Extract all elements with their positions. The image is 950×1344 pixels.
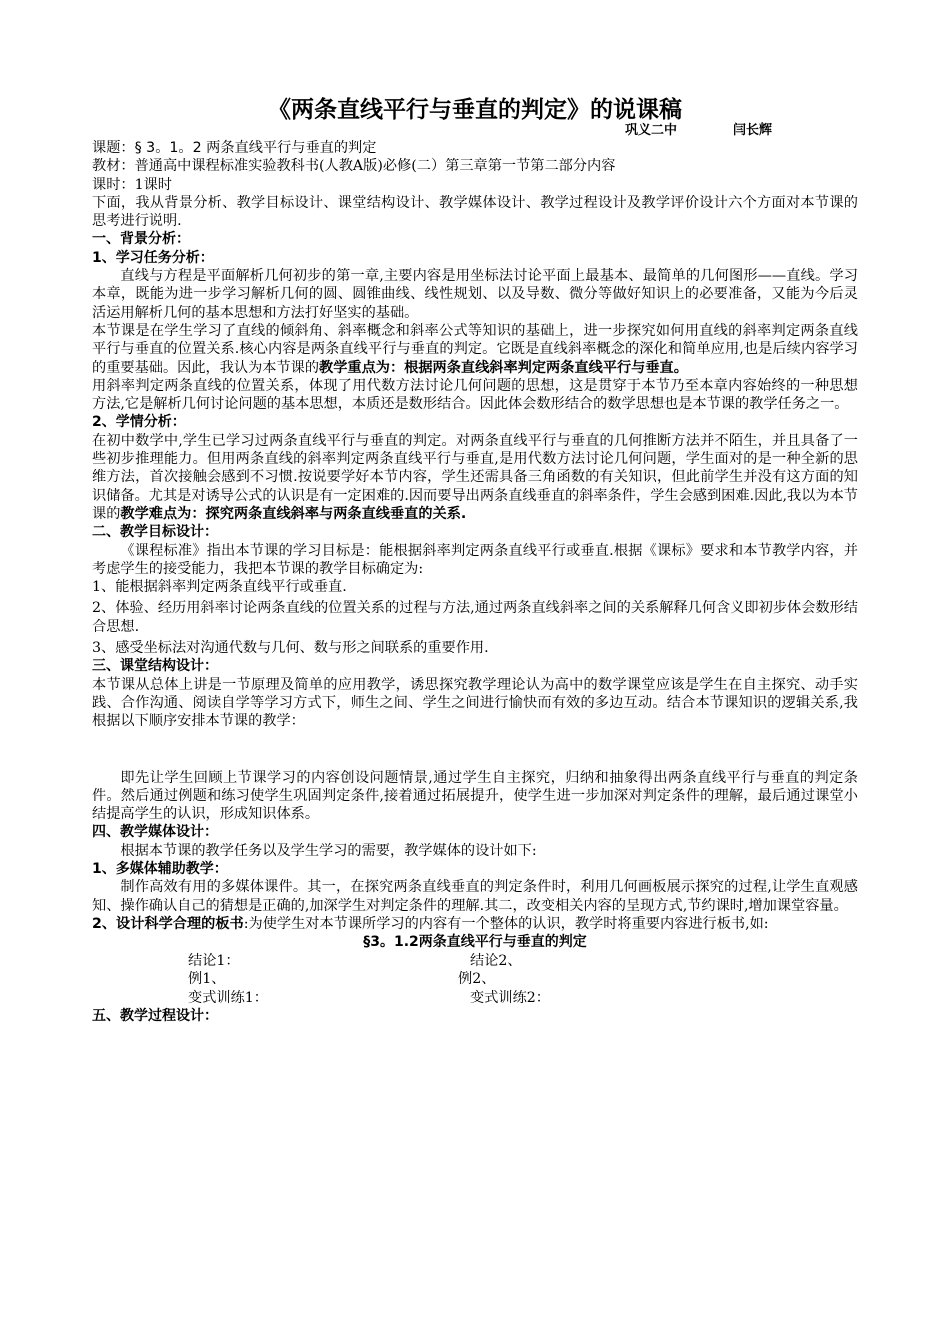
section-4-paragraph-1: 根据本节课的教学任务以及学生学习的需要，教学媒体的设计如下: [120,842,537,859]
section-4-1-heading: 1、多媒体辅助教学： [92,860,228,877]
board-conclusion-2: 结论2、 [470,953,522,970]
section-1-paragraph-2 [92,322,858,377]
section-4-2-heading: 2、设计科学合理的板书 [92,915,244,932]
section-5-heading: 五、教学过程设计： [92,1008,218,1025]
goal-1: 1、能根据斜率判定两条直线平行或垂直. [92,579,347,596]
section-3-paragraph-2: 即先让学生回顾上节课学习的内容创设问题情景,通过学生自主探究，归纳和抽象得出两条直线平行与垂直的判定条件。然后通过例题和练习使学生巩固判定条件,接着通过拓展提升，使学生进一步加深对判定条件的理解，最后通过课堂小结提高学生的认识，形成知识体系。 [92,769,858,823]
section-2-heading: 二、教学目标设计： [92,524,218,541]
board-example-2: 例2、 [458,971,496,988]
section-1-heading: 一、背景分析： [92,231,190,248]
textbook-line: 教材：普通高中课程标准实验教科书(人教A版)必修(二）第三章第一节第二部分内容 [92,158,616,175]
section-2-paragraph-1: 《课程标准》指出本节课的学习目标是：能根据斜率判定两条直线平行或垂直.根据《课标》要求和本节教学内容，并考虑学生的接受能力，我把本节课的教学目标确定为: [92,542,858,577]
section-3-heading: 三、课堂结构设计： [92,658,218,675]
board-title: §3。1.2两条直线平行与垂直的判定 [363,934,587,951]
author-line [92,122,858,139]
board-row-2 [92,970,858,988]
section-1-paragraph-3: 用斜率判定两条直线的位置关系，体现了用代数方法讨论几何问题的思想，这是贯穿于本节乃至本章内容始终的一种思想方法,它是解析几何讨论问题的基本思想，本质还是数形结合。因此体会数形结合的数学思想也是本节课的教学任务之一。 [92,377,858,413]
intro-paragraph: 下面，我从背景分析、教学目标设计、课堂结构设计、教学媒体设计、教学过程设计及教学评价设计六个方面对本节课的思考进行说明. [92,194,858,230]
p4-text: 在初中数学中,学生已学习过两条直线平行与垂直的判定。对两条直线平行与垂直的几何推断方法并不陌生，并且具备了一些初步推理能力。但用两条直线的斜率判定两条直线平行与垂直,是用代数方法讨论几何问题，学生面对的是一种全新的思维方法，首次接触会感到不习惯.按说要学好本节内容，学生还需具备三角函数的有关知识，但此前学生并没有这方面的知识储备。尤其是对诱导公式的认识是有一定困难的.因而要导出两条直线垂直的斜率条件，学生会感到困难.因此,我以为本节课的 [92,432,858,522]
section-1-1-heading: 1、学习任务分析： [92,249,214,266]
flowchart-placeholder [92,731,858,769]
section-4-paragraph-2: 制作高效有用的多媒体课件。其一，在探究两条直线垂直的判定条件时，利用几何画板展示探究的过程,让学生直观感知、操作确认自己的猜想是正确的,加深学生对判定条件的理解.其二，改变相关内容的呈现方式,节约课时,增加课堂容量。 [92,879,858,914]
document-title: 《两条直线平行与垂直的判定》的说课稿 [268,97,682,123]
board-row-1 [92,952,858,970]
section-4-paragraph-3 [92,915,858,933]
goal-2: 2、体验、经历用斜率讨论两条直线的位置关系的过程与方法,通过两条直线斜率之间的关系解释几何含义即初步体会数形结合思想. [92,600,858,635]
hours-line: 课时：1课时 [92,176,172,193]
document-page [92,96,858,1025]
board-exercise-1: 变式训练1： [188,989,268,1006]
section-1-paragraph-4 [92,432,858,523]
teaching-focus: 教学重点为：根据两条直线斜率判定两条直线平行与垂直。 [319,359,688,376]
course-line: 课题：§ 3。1。2 两条直线平行与垂直的判定 [92,140,377,156]
author-school: 巩义二中 [624,123,677,138]
board-row-3 [92,989,858,1007]
teaching-difficulty: 教学难点为：探究两条直线斜率与两条直线垂直的关系. [120,505,467,522]
board-example-1: 例1、 [188,971,226,988]
goal-3: 3、感受坐标法对沟通代数与几何、数与形之间联系的重要作用. [92,640,489,657]
p3-text: :为使学生对本节课所学习的内容有一个整体的认识，教学时将重要内容进行板书,如: [243,915,769,932]
board-exercise-2: 变式训练2： [470,989,550,1006]
author-name: 闫长辉 [732,123,772,138]
section-4-heading: 四、教学媒体设计： [92,824,218,841]
section-1-2-heading: 2、学情分析： [92,414,186,431]
section-1-paragraph-1: 直线与方程是平面解析几何初步的第一章,主要内容是用坐标法讨论平面上最基本、最简单的几何图形——直线。学习本章，既能为进一步学习解析几何的圆、圆锥曲线、线性规划、以及导数、微分等做好知识上的必要准备，又能为今后灵活运用解析几何的基本思想和方法打好坚实的基础。 [92,268,858,321]
board-conclusion-1: 结论1： [188,953,240,970]
section-3-paragraph-1: 本节课从总体上讲是一节原理及简单的应用教学，诱思探究教学理论认为高中的数学课堂应该是学生在自主探究、动手实践、合作沟通、阅读自学等学习方式下，师生之间、学生之间进行愉快而有效的多边互动。结合本节课知识的逻辑关系,我根据以下顺序安排本节课的教学： [92,676,858,730]
p2-text: 本节课是在学生学习了直线的倾斜角、斜率概念和斜率公式等知识的基础上，进一步探究如何用直线的斜率判定两条直线平行与垂直的位置关系.核心内容是两条直线平行与垂直的判定。它既是直线斜率概念的深化和简单应用,也是后续内容学习的重要基础。因此，我认为本节课的 [92,322,858,376]
